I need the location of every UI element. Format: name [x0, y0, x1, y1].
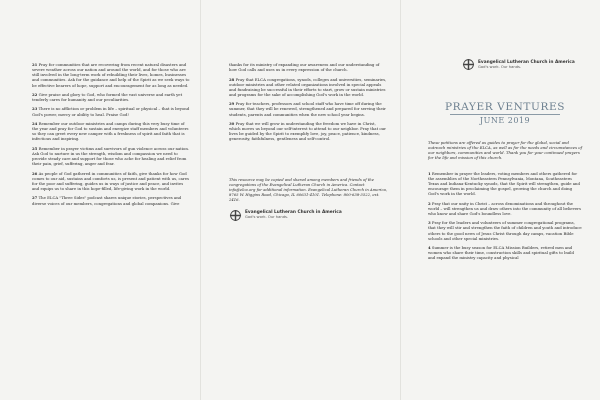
prayer-text: Pray for communities that are recovering from recent natural disasters and severe weather across our nation and around the world, and for those who are still involved in the long-term work of rebuilding their lives, homes, businesses and communities. Ask for the guidance and help of the Spirit as we seek ways to be effective bearers of hope, support and encouragement for as long as needed.: [32, 62, 190, 88]
cover-intro: These petitions are offered as guides to prayer for the global, social and outreach ministries of the ELCA, as well as for the needs and circumstances of our neighbors, communities and world. Thank you for your continued prayers for the life and mission of this church.: [428, 140, 583, 161]
prayer-text: Pray for the leaders and volunteers of summer congregational programs, that they will stir and strengthen the faith of children and youth and introduce others to the good news of Jesus Christ through day camps, vacation Bible schools and other special ministries.: [428, 220, 582, 241]
prayer-text: Pray that we will grow in understanding the freedom we have in Christ, which moves us beyond our self-interest to attend to our neighbor. Pray that our lives be guided by the Spirit to exemplify love, joy, peace, patience, kindness, generosity, faithfulness, gentleness and self-control.: [229, 120, 386, 142]
org-tagline: God's work. Our hands.: [245, 215, 289, 220]
panel-cover: [400, 0, 600, 400]
prayer-item: [428, 201, 582, 216]
elca-cross-icon: [462, 58, 475, 71]
prayer-text: Summer is the busy season for ELCA Mission Builders, retired men and women who share their time, construction skills and spiritual gifts to build and expand the ministry capacity and physical: [428, 245, 574, 261]
prayer-item: [229, 77, 388, 98]
prayer-item: [32, 195, 190, 205]
prayer-item: [428, 171, 582, 197]
cover-logo: [462, 58, 582, 71]
prayer-text: The ELCA "Three Sides" podcast shares unique stories, perspectives and diverse voices of our members, congregations and global companions. Give: [32, 195, 182, 206]
prayer-item: [32, 106, 190, 116]
elca-cross-icon: [229, 209, 242, 222]
prayer-list-col1: [32, 62, 190, 206]
prayer-text: Remember in prayer the leaders, voting members and others gathered for the assemblies of the Northeastern Pennsylvania, Montana, Southeastern Texas and Indiana-Kentucky synods, that the Spirit will strengthen, guide and encourage them in proclaiming the gospel, growing the church and doing God's work in the world.: [428, 170, 580, 197]
title-block: [428, 101, 582, 126]
cover-date: JUNE 2019: [479, 116, 531, 125]
prayer-list-col2: [229, 77, 388, 142]
prayer-number: 21: [32, 62, 38, 67]
prayer-item: [32, 121, 190, 142]
prayer-number: 22: [32, 91, 38, 97]
prayer-item: [229, 101, 388, 116]
prayer-continued: thanks for its ministry of expanding our awareness and our understanding of how God calls and uses us in every expression of the church.: [229, 62, 380, 73]
prayer-number: 29: [229, 101, 235, 107]
prayer-number: 26: [32, 170, 38, 176]
back-logo: [229, 209, 388, 222]
prayer-number: 2: [428, 200, 431, 206]
prayer-number: 28: [229, 76, 235, 82]
prayer-item: [32, 62, 190, 88]
prayer-item: [428, 245, 582, 260]
prayer-text: Pray that ELCA congregations, synods, colleges and universities, seminaries, outdoor ministries and other related organizations involved in special appeals and fundraising be successful in their efforts to start, grow or sustain ministries and programs for the sake of accomplishing God's work in the world.: [229, 76, 387, 97]
prayer-text: Give praise and glory to God, who formed the vast universe and earth yet tenderly cares for humanity and our peculiarities.: [32, 91, 183, 103]
prayer-number: 4: [428, 245, 431, 251]
prayer-number: 24: [32, 120, 38, 126]
prayer-item: [32, 146, 190, 167]
prayer-number: 23: [32, 106, 38, 112]
prayer-text: As people of God gathered in communities of faith, give thanks for how God comes to our aid, sustains and comforts us, is present and patient with us, cares for the poor and suffering, guides us in ways of justice and peace, and invites and equips us to share in this hope-filled, life-giving work in the world.: [32, 170, 190, 192]
prayer-text: Pray that our unity in Christ – across denominations and throughout the world – will strengthen us and draw others into the community of all believers who know and share God's boundless love.: [428, 200, 581, 216]
org-name: Evangelical Lutheran Church in America: [478, 59, 575, 65]
org-tagline: God's work. Our hands.: [478, 64, 522, 69]
prayer-text: Remember in prayer victims and survivors of gun violence across our nation. Ask God to nurture in us the strength, wisdom and compassion we need to provide steady care and support for those who ache for healing and relief from their pain, grief, suffering, anger and fear.: [32, 145, 190, 167]
prayer-text: Pray for teachers, professors and school staff who have time off during the summer, that they will be renewed, strengthened and prepared for serving their students, parents and communities when the new school year begins.: [229, 101, 386, 117]
prayer-number: 27: [32, 195, 38, 201]
title-rule: [450, 114, 560, 115]
prayer-number: 1: [428, 170, 431, 176]
prayer-number: 25: [32, 145, 38, 151]
prayer-number: 30: [229, 120, 235, 126]
prayer-item: [32, 171, 190, 192]
copyright-note: This resource may be copied and shared among members and friends of the congregations of the Evangelical Lutheran Church in America. Contact info@elca.org for additional information. Evangelical Lutheran Church in America, 8765 W. Higgins Road, Chicago, IL 60631-4101. Telephone: 800-638-3522, ext. 2416.: [229, 177, 388, 202]
org-name: Evangelical Lutheran Church in America: [245, 210, 342, 216]
prayer-item: [428, 220, 582, 241]
prayer-number: 3: [428, 220, 431, 226]
cover-title: PRAYER VENTURES: [444, 101, 566, 113]
prayer-list-col3: [428, 171, 582, 261]
panel-middle: [200, 0, 400, 400]
panel-left: [0, 0, 200, 400]
prayer-text: Remember our outdoor ministries and camps during this very busy time of the year and pray for God to sustain and energize staff members and volunteers so they can greet every new camper with a freshness of spirit and faith that is infectious and inspiring.: [32, 120, 189, 142]
prayer-item: [32, 92, 190, 102]
prayer-item: [229, 121, 388, 142]
prayer-text: There is no affliction or problem in life – spiritual or physical – that is beyond God's power, mercy or ability to heal. Praise God!: [32, 106, 190, 117]
